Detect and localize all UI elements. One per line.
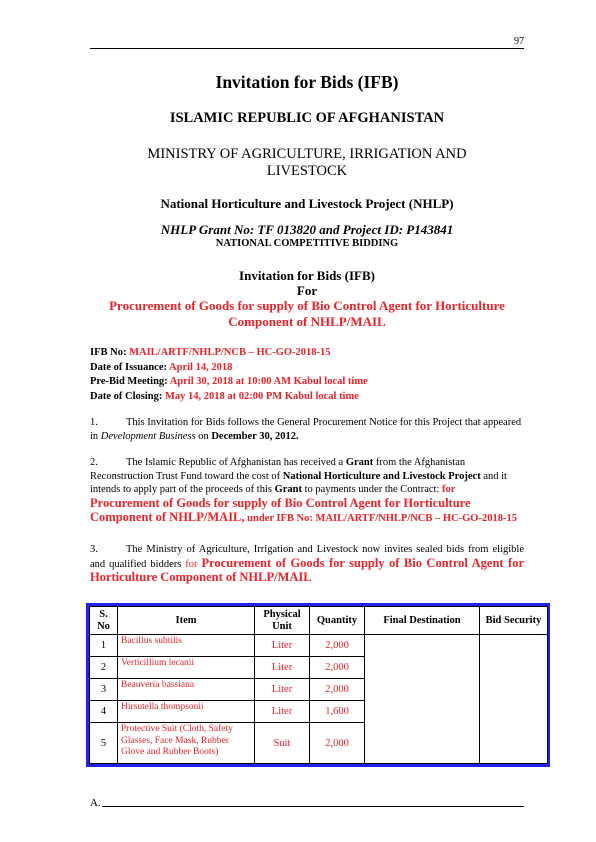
ministry-line-2: LIVESTOCK bbox=[266, 163, 348, 179]
table-row: 4 Hirsutella thompsonii Liter 1,600 bbox=[90, 701, 548, 723]
header-unit: Physical Unit bbox=[255, 607, 310, 635]
table-row: 3 Beauveria bassiana Liter 2,000 bbox=[90, 679, 548, 701]
closing-line: Date of Closing: May 14, 2018 at 02:00 PM Kabul local time bbox=[90, 390, 359, 402]
header-bid-security: Bid Security bbox=[480, 607, 548, 635]
issuance-value: April 14, 2018 bbox=[169, 361, 233, 373]
for-label: For bbox=[296, 283, 318, 298]
header-sno: S. No bbox=[90, 607, 118, 635]
page-number: 97 bbox=[514, 36, 524, 47]
ministry-heading bbox=[90, 146, 524, 180]
top-rule bbox=[90, 48, 524, 49]
project-heading: National Horticulture and Livestock Project (NHLP) bbox=[160, 196, 454, 211]
footer-rule bbox=[102, 806, 524, 807]
prebid-line: Pre-Bid Meeting: April 30, 2018 at 10:00 AM Kabul local time bbox=[90, 376, 368, 387]
header-item: Item bbox=[118, 607, 255, 635]
bid-security-cell bbox=[480, 635, 548, 764]
procurement-line-2: Component of NHLP/MAIL bbox=[228, 314, 386, 329]
grant-line: NHLP Grant No: TF 013820 and Project ID: P143841 bbox=[160, 222, 454, 237]
issuance-line: Date of Issuance: April 14, 2018 bbox=[90, 361, 233, 373]
table-row: 5 Protective Suit (Cloth, Safety Glasses, Face Mask, Rubber Glove and Rubber Boots) Suit 2,000 bbox=[90, 723, 548, 764]
items-table bbox=[89, 606, 548, 764]
paragraph-1: 1. This Invitation for Bids follows the General Procurement Notice for this Project that appeared in Development Business on December 30, 2012. bbox=[90, 417, 522, 442]
procurement-line-1: Procurement of Goods for supply of Bio Control Agent for Horticulture bbox=[109, 298, 505, 313]
footer-label: A. bbox=[90, 797, 101, 809]
paragraph-3: 3. The Ministry of Agriculture, Irrigation and Livestock now invites sealed bids from eligible and qualified bidders for Procurement of Goods for supply of Bio Control Agent for Horticulture Component of NHLP/MAIL bbox=[90, 544, 524, 584]
page-title: Invitation for Bids (IFB) bbox=[215, 72, 399, 92]
header-quantity: Quantity bbox=[310, 607, 365, 635]
table-row: 2 Verticillium lecanii Liter 2,000 bbox=[90, 657, 548, 679]
paragraph-2: 2. The Islamic Republic of Afghanistan has received a Grant from the Afghanistan Reconstruction Trust Fund toward the cost of National Horticulture and Livestock Project and it intends to apply part of the proceeds of this Grant to payments under the Contract: for Procurement of Goods for supply of Bio Control Agent for Horticulture Component of NHLP/MAIL, under IFB No: MAIL/ARTF/NHLP/NCB – HC-GO-2018-15 bbox=[90, 457, 517, 524]
destination-cell bbox=[365, 635, 480, 764]
country-heading: ISLAMIC REPUBLIC OF AFGHANISTAN bbox=[169, 110, 445, 126]
ifb-heading: Invitation for Bids (IFB) bbox=[239, 268, 375, 283]
ifb-no-value: MAIL/ARTF/NHLP/NCB – HC-GO-2018-15 bbox=[129, 347, 331, 358]
table-row: 1 Bacillus subtilis Liter 2,000 bbox=[90, 635, 548, 657]
header-destination: Final Destination bbox=[365, 607, 480, 635]
ministry-line-1: MINISTRY OF AGRICULTURE, IRRIGATION AND bbox=[147, 146, 467, 162]
table-header-row bbox=[90, 607, 548, 635]
closing-value: May 14, 2018 at 02:00 PM Kabul local time bbox=[164, 390, 359, 402]
ifb-no-line: IFB No: MAIL/ARTF/NHLP/NCB – HC-GO-2018-15 bbox=[90, 347, 331, 358]
procurement-title bbox=[90, 298, 524, 330]
ifb-info-block bbox=[90, 346, 524, 404]
bidding-type: NATIONAL COMPETITIVE BIDDING bbox=[215, 238, 399, 249]
items-table-frame bbox=[86, 603, 550, 767]
prebid-value: April 30, 2018 at 10:00 AM Kabul local time bbox=[169, 376, 368, 387]
